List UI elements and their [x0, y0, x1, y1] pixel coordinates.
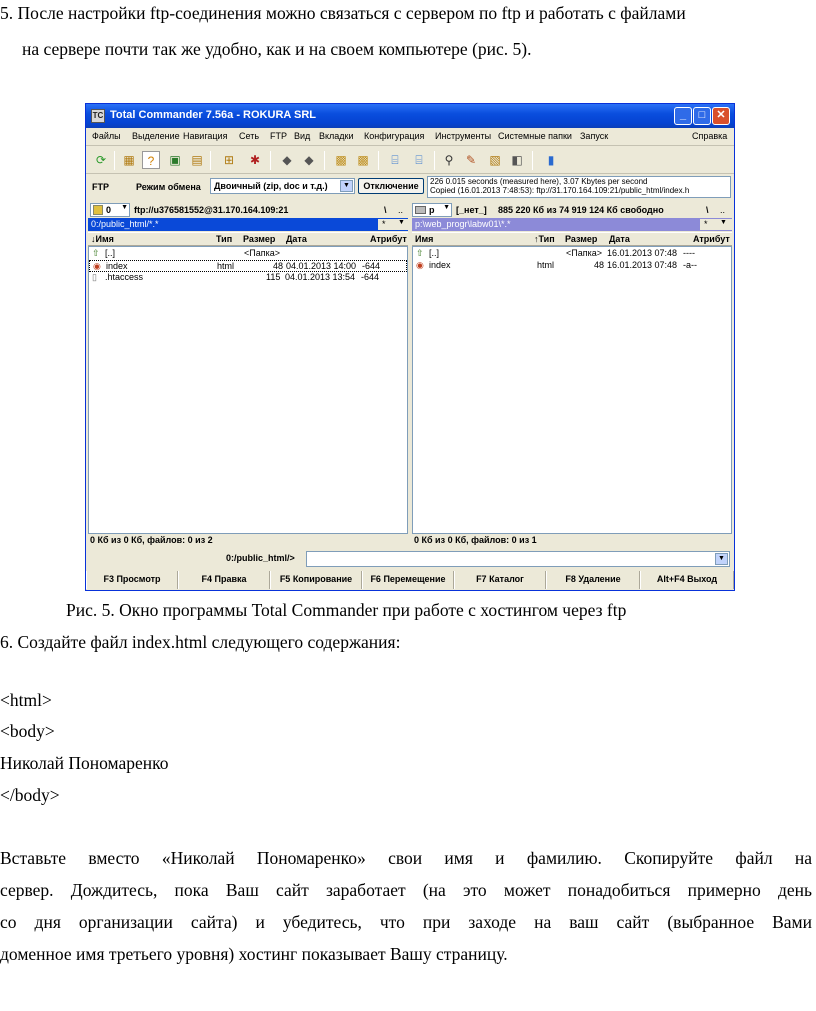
compare-icon[interactable]: ▧: [489, 153, 501, 167]
sync-dirs-icon[interactable]: ◧: [511, 153, 523, 167]
paragraph-6: 6. Создайте файл index.html следующего содержания:: [0, 632, 401, 652]
left-column-headers: [88, 232, 408, 246]
left-drive-bar: [88, 203, 408, 218]
instruction-line: доменное имя третьего уровня) хостинг показывает Вашу страницу.: [0, 944, 508, 964]
chevron-down-icon[interactable]: ▼: [715, 553, 728, 565]
minimize-button[interactable]: _: [674, 107, 692, 125]
total-commander-window: [85, 103, 735, 591]
f7-mkdir-button[interactable]: F7 Каталог: [454, 571, 546, 589]
menu-ftp[interactable]: FTP: [270, 131, 287, 141]
code-line: </body>: [0, 785, 60, 805]
f5-copy-button[interactable]: F5 Копирование: [270, 571, 362, 589]
refresh-icon[interactable]: ⟳: [95, 153, 107, 167]
filter-star[interactable]: *: [382, 219, 386, 229]
close-button[interactable]: ✕: [712, 107, 730, 125]
window-titlebar: [86, 104, 734, 128]
html-file-icon: ◉: [93, 261, 101, 271]
list-item[interactable]: ◉ index html 48 16.01.2013 07:48 -a--: [416, 260, 697, 270]
left-drive-select[interactable]: 0 ▼: [90, 203, 130, 217]
right-free-space: 885 220 Кб из 74 919 124 Кб свободно: [498, 205, 664, 215]
back-arrow-icon[interactable]: ◆: [282, 153, 292, 167]
up-button[interactable]: ..: [398, 205, 404, 215]
disk-drive-icon: [415, 206, 426, 214]
menu-view[interactable]: Вид: [294, 131, 311, 141]
chevron-down-icon: ▼: [443, 204, 450, 211]
header-date[interactable]: Дата: [609, 234, 630, 244]
filter-star[interactable]: *: [704, 219, 708, 229]
ftp-log-line: Copied (16.01.2013 7:48:53): ftp://31.170.164.109:21/public_html/index.h: [430, 186, 690, 195]
instruction-line: Вставьте вместо «Николай Пономаренко» свои имя и фамилию. Скопируйте файл на: [0, 848, 812, 868]
up-folder-icon: ⇧: [416, 248, 424, 258]
menu-network[interactable]: Сеть: [239, 131, 260, 141]
menu-configuration[interactable]: Конфигурация: [364, 131, 425, 141]
ftp-drive-icon: [93, 205, 103, 215]
list-item[interactable]: ⇧ [..] <Папка>: [92, 248, 280, 258]
unpack-icon[interactable]: ▩: [357, 153, 369, 167]
menu-selection[interactable]: Выделение: [132, 131, 180, 141]
ftp-log: [427, 176, 731, 198]
right-drive-bar: [412, 203, 732, 218]
menu-tools[interactable]: Инструменты: [435, 131, 492, 141]
menu-bar: [86, 128, 734, 146]
window-title: Total Commander 7.56a - ROKURA SRL: [110, 109, 316, 121]
history-chevron-icon[interactable]: ▼: [720, 219, 727, 226]
right-path: p:\web_progr\labw01\*.*: [415, 219, 511, 229]
menu-tabs[interactable]: Вкладки: [319, 131, 354, 141]
instruction-line: со дня организации сайта) и убедитесь, что при заходе на ваш сайт (выбранное Вами: [0, 912, 812, 932]
transfer-mode-label: Режим обмена: [136, 182, 201, 192]
ftp-toolbar: [86, 175, 734, 203]
header-attr[interactable]: Атрибут: [370, 234, 407, 244]
menu-help[interactable]: Справка: [692, 131, 728, 141]
history-chevron-icon[interactable]: ▼: [398, 219, 405, 226]
disconnect-button[interactable]: Отключение: [358, 178, 424, 194]
figure-caption: Рис. 5. Окно программы Total Commander при работе с хостингом через ftp: [66, 600, 627, 620]
right-file-list: [412, 246, 732, 534]
header-size[interactable]: Размер: [565, 234, 598, 244]
left-connection: ftp://u376581552@31.170.164.109:21: [134, 205, 289, 215]
command-path: 0:/public_html/>: [226, 553, 295, 563]
file-icon: ▯: [92, 272, 97, 282]
maximize-button[interactable]: □: [693, 107, 711, 125]
ftp-new-connection-icon[interactable]: ⌸: [415, 153, 423, 167]
header-attr[interactable]: Атрибут: [693, 234, 730, 244]
paragraph-5-line-1: 5. После настройки ftp-соединения можно связаться с сервером по ftp и работать с файлами: [0, 3, 686, 23]
function-key-bar: [86, 570, 734, 590]
f3-view-button[interactable]: F3 Просмотр: [86, 571, 178, 589]
brief-view-icon[interactable]: ▦: [123, 153, 135, 167]
command-line: [86, 550, 734, 568]
list-item[interactable]: ▯ .htaccess 115 04.01.2013 13:54 -644: [92, 272, 380, 282]
header-size[interactable]: Размер: [243, 234, 276, 244]
tree-view-icon[interactable]: ▤: [191, 153, 203, 167]
code-line: Николай Пономаренко: [0, 753, 169, 773]
f4-edit-button[interactable]: F4 Правка: [178, 571, 270, 589]
instruction-line: сервер. Дождитесь, пока Ваш сайт заработает (на это может понадобиться примерно день: [0, 880, 812, 900]
ftp-label: FTP: [92, 182, 109, 192]
right-status: 0 Кб из 0 Кб, файлов: 0 из 1: [414, 535, 537, 545]
left-status: 0 Кб из 0 Кб, файлов: 0 из 2: [90, 535, 213, 545]
html-file-icon: ◉: [416, 260, 424, 270]
f6-move-button[interactable]: F6 Перемещение: [362, 571, 454, 589]
menu-system-folders[interactable]: Системные папки: [498, 131, 572, 141]
right-drive-select[interactable]: p ▼: [412, 203, 452, 217]
menu-navigation[interactable]: Навигация: [183, 131, 228, 141]
code-line: <html>: [0, 690, 52, 710]
thumbnail-view-icon[interactable]: ▣: [169, 153, 181, 167]
list-item[interactable]: ◉ index html 48 04.01.2013 14:00 -644: [89, 260, 407, 272]
alt-f4-exit-button[interactable]: Alt+F4 Выход: [640, 571, 734, 589]
list-item[interactable]: ⇧ [..] <Папка> 16.01.2013 07:48 ----: [416, 248, 695, 258]
right-column-headers: [412, 232, 732, 246]
ftp-connect-icon[interactable]: ⌸: [391, 153, 399, 167]
pack-icon[interactable]: ▩: [335, 153, 347, 167]
invert-selection-icon[interactable]: ⊞: [223, 153, 235, 167]
header-date[interactable]: Дата: [286, 234, 307, 244]
forward-arrow-icon[interactable]: ◆: [304, 153, 314, 167]
root-button[interactable]: \: [384, 205, 387, 215]
find-files-icon[interactable]: ⚲: [444, 153, 454, 167]
header-type[interactable]: Тип: [216, 234, 233, 244]
code-line: <body>: [0, 721, 55, 741]
transfer-mode-select[interactable]: Двоичный (zip, doc и т.д.) ▼: [210, 178, 355, 194]
header-name[interactable]: ↓Имя: [91, 234, 114, 244]
app-icon: TC: [91, 109, 105, 123]
notepad-icon[interactable]: ▮: [547, 153, 555, 167]
info-icon[interactable]: ?: [142, 151, 160, 169]
left-path: 0:/public_html/*.*: [91, 219, 159, 229]
header-type[interactable]: ↑Тип: [534, 234, 555, 244]
left-path-bar: [88, 218, 408, 231]
chevron-down-icon: ▼: [121, 204, 128, 211]
ftp-log-line: 226 0.015 seconds (measured here), 3.07 Kbytes per second: [430, 177, 648, 186]
menu-launch[interactable]: Запуск: [580, 131, 609, 141]
paragraph-5-line-2: на сервере почти так же удобно, как и на своем компьютере (рис. 5).: [22, 39, 532, 59]
up-button[interactable]: ..: [720, 205, 726, 215]
right-volume: [_нет_]: [456, 205, 487, 215]
command-input[interactable]: [306, 551, 730, 567]
up-folder-icon: ⇧: [92, 248, 100, 258]
chevron-down-icon[interactable]: ▼: [340, 180, 353, 192]
multi-rename-icon[interactable]: ✎: [465, 153, 477, 167]
menu-files[interactable]: Файлы: [92, 131, 121, 141]
plugin-icon[interactable]: ✱: [249, 153, 261, 167]
root-button[interactable]: \: [706, 205, 709, 215]
f8-delete-button[interactable]: F8 Удаление: [546, 571, 640, 589]
toolbar: [86, 147, 734, 174]
header-name[interactable]: Имя: [415, 234, 434, 244]
left-file-list: [88, 246, 408, 534]
right-path-bar: [412, 218, 732, 231]
